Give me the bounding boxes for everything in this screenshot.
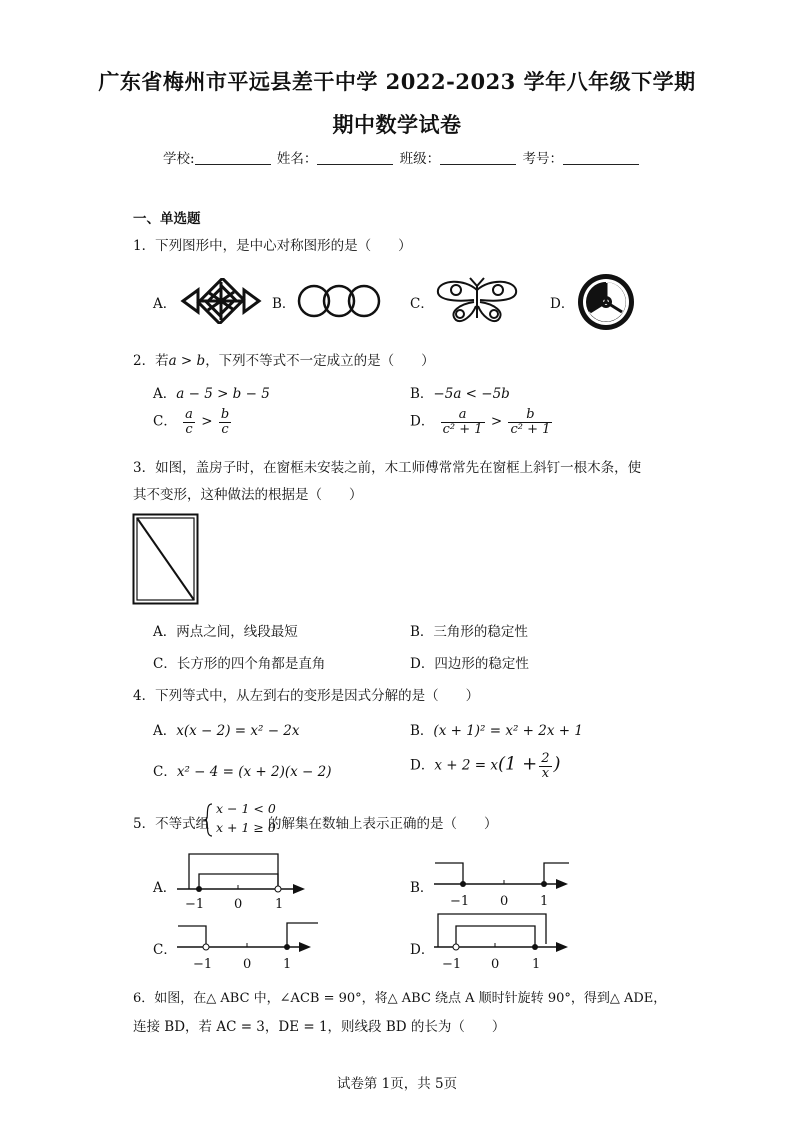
- page-footer: 试卷第 1页，共 5页: [336, 1076, 458, 1092]
- q5-b-tick-0: 0: [500, 894, 509, 909]
- question-5-stem: [133, 812, 209, 832]
- question-4-stem: 4．下列等式中，从左到右的变形是因式分解的是（ ）: [133, 688, 480, 704]
- q4-d-frac: [539, 752, 551, 780]
- q4-option-b: [410, 719, 583, 739]
- q5-a-tick-0: 0: [234, 897, 243, 910]
- q4-d-num: 2: [541, 751, 550, 766]
- q4-option-c: [153, 760, 332, 780]
- q1-option-b-label: B．: [272, 296, 296, 312]
- q4-d-close-paren: ): [553, 753, 561, 775]
- q4-d-pre: x + 2 = x: [434, 757, 498, 774]
- number-blank[interactable]: [563, 152, 639, 165]
- q2-option-c: [153, 408, 233, 436]
- class-label: 班级：: [399, 151, 441, 167]
- q3-window-frame-figure: [132, 513, 202, 607]
- q4-option-d: [410, 752, 561, 780]
- q3-option-a: A．两点之间，线段最短: [153, 624, 298, 640]
- q2-a-label: A．: [153, 386, 177, 402]
- question-6-stem-line1: 6．如图，在△ ABC 中，∠ACB = 90°，将△ ABC 绕点 A 顺时针旋转 90°，得到△ ADE，: [133, 991, 667, 1006]
- number-label: 考号：: [522, 151, 563, 167]
- q5-d-tick-0: 0: [491, 957, 500, 972]
- q2-stem-post: ，下列不等式不一定成立的是（ ）: [205, 353, 435, 369]
- question-3-stem-line2: 其不变形，这种做法的根据是（ ）: [133, 487, 363, 503]
- q2-d-num1: a: [441, 408, 485, 423]
- q4-b-expr: (x + 1)² = x² + 2x + 1: [433, 723, 583, 739]
- q1-option-b-rings-figure: [296, 281, 382, 321]
- q2-c-frac-left: [183, 408, 195, 436]
- q5-c-tick-neg1: −1: [193, 957, 213, 972]
- q4-b-label: B．: [410, 723, 434, 739]
- q5-stem-post: 的解集在数轴上表示正确的是（ ）: [268, 816, 498, 832]
- q1-option-a-knot-figure: [178, 278, 264, 324]
- q2-c-den1: c: [185, 421, 193, 437]
- q1-option-c-butterfly-figure: [434, 276, 520, 326]
- q1-option-c-label: C．: [410, 296, 434, 312]
- class-blank[interactable]: [440, 152, 516, 165]
- q1-option-d-label: D．: [550, 296, 575, 312]
- q2-condition: a > b: [168, 353, 206, 369]
- name-blank[interactable]: [317, 152, 393, 165]
- q4-option-a: [153, 719, 300, 739]
- q5-option-b-label: B．: [410, 880, 434, 896]
- q3-option-c: C．长方形的四个角都是直角: [153, 656, 326, 672]
- page-title-line1: 广东省梅州市平远县差干中学 2022-2023 学年八年级下学期: [98, 69, 696, 94]
- q2-option-b: [410, 382, 510, 402]
- q5-d-tick-1: 1: [532, 957, 541, 972]
- section-heading: 一、单选题: [133, 211, 201, 227]
- q2-d-den2: c² + 1: [510, 421, 551, 437]
- q2-d-num2: b: [508, 408, 552, 423]
- q2-b-expr: −5a < −5b: [433, 386, 510, 402]
- q4-c-expr: x² − 4 = (x + 2)(x − 2): [176, 764, 332, 780]
- school-label: 学校:: [163, 151, 195, 167]
- q2-c-frac-right: [219, 408, 231, 436]
- q4-d-den: x: [541, 765, 550, 781]
- q2-d-frac-right: [508, 408, 552, 436]
- question-1-stem: 1．下列图形中，是中心对称图形的是（ ）: [133, 238, 412, 254]
- q5-stem-pre: 5．不等式组: [133, 816, 210, 832]
- q5-option-c-label: C．: [153, 942, 177, 958]
- q3-option-d: D．四边形的稳定性: [410, 656, 529, 672]
- q4-c-label: C．: [153, 764, 177, 780]
- q4-d-open-paren: (1 +: [497, 753, 538, 775]
- q5-option-a-label: A．: [153, 880, 177, 896]
- q2-option-d: [410, 408, 554, 436]
- q5-option-d-label: D．: [410, 942, 435, 958]
- q5-a-tick-1: 1: [275, 897, 284, 910]
- q5-system-brace: [202, 802, 214, 838]
- school-blank[interactable]: [195, 152, 271, 165]
- q2-c-num1: a: [185, 407, 193, 422]
- question-6-stem-line2: 连接 BD，若 AC = 3，DE = 1，则线段 BD 的长为（ ）: [133, 1019, 506, 1035]
- q2-c-label: C．: [153, 413, 177, 430]
- q2-c-operator: >: [201, 413, 213, 430]
- q2-option-a: [153, 382, 270, 402]
- q2-stem-pre: 2．若: [133, 353, 169, 369]
- q2-d-operator: >: [490, 413, 503, 430]
- q2-c-den2: c: [221, 421, 229, 437]
- q4-d-label: D．: [410, 757, 435, 774]
- q5-option-d-number-line: [432, 910, 572, 973]
- q5-option-c-number-line: [175, 918, 320, 973]
- student-info-line: [163, 147, 641, 167]
- q5-system-ineq2: x + 1 ≥ 0: [216, 820, 276, 835]
- q5-b-tick-1: 1: [540, 894, 549, 909]
- q5-c-tick-0: 0: [243, 957, 252, 972]
- q2-b-label: B．: [410, 386, 434, 402]
- q5-option-a-number-line: [175, 850, 310, 910]
- q5-c-tick-1: 1: [283, 957, 292, 972]
- page-title-line2: 期中数学试卷: [332, 112, 462, 137]
- q2-d-frac-left: [441, 408, 485, 436]
- q5-a-tick-neg1: −1: [185, 897, 205, 910]
- q2-d-den1: c² + 1: [442, 421, 483, 437]
- question-2-stem: [133, 349, 435, 369]
- q4-a-label: A．: [153, 723, 177, 739]
- name-label: 姓名：: [276, 151, 318, 167]
- q2-c-num2: b: [220, 407, 230, 422]
- question-3-stem-line1: 3．如图，盖房子时，在窗框未安装之前，木工师傅常常先在窗框上斜钉一根木条，使: [133, 460, 642, 476]
- q5-system-ineq1: x − 1 < 0: [216, 801, 276, 816]
- q5-b-tick-neg1: −1: [450, 894, 470, 909]
- q5-d-tick-neg1: −1: [442, 957, 462, 972]
- q4-a-expr: x(x − 2) = x² − 2x: [176, 723, 300, 739]
- q1-option-a-label: A．: [153, 296, 177, 312]
- q3-option-b: B．三角形的稳定性: [410, 624, 528, 640]
- q2-a-expr: a − 5 > b − 5: [176, 386, 270, 402]
- q5-option-b-number-line: [432, 855, 572, 910]
- q1-option-d-wheel-figure: [576, 272, 636, 332]
- q2-d-label: D．: [410, 413, 435, 430]
